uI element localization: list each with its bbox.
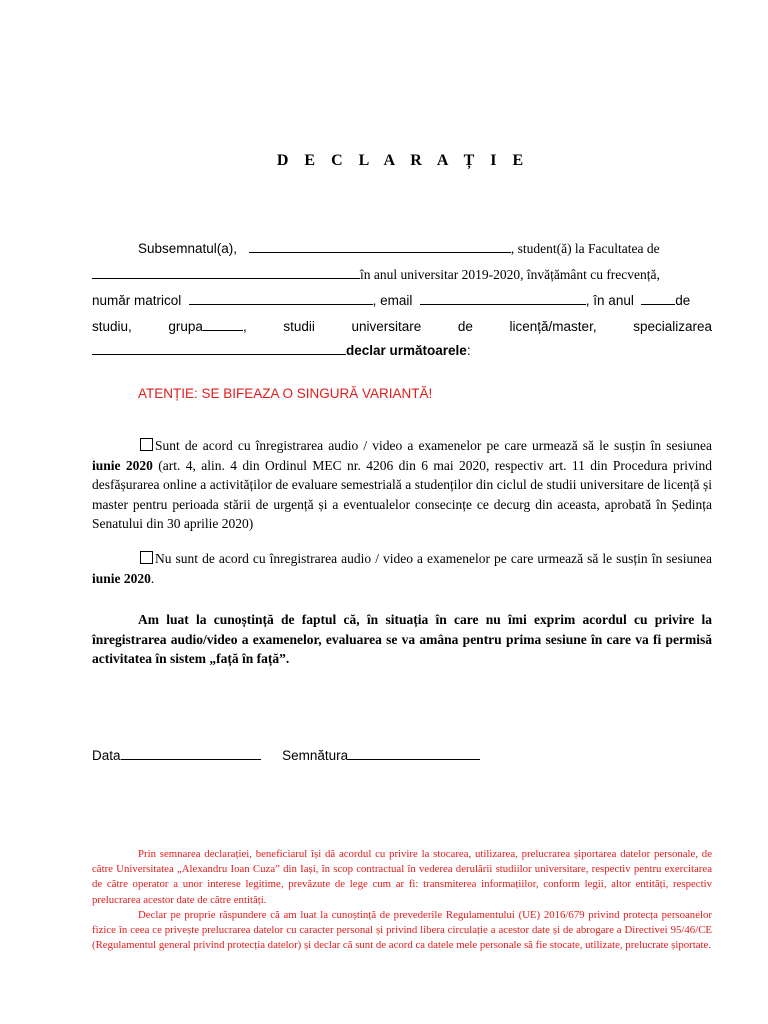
declar-label: declar următoarele [346, 343, 467, 358]
intro-line-5 [92, 342, 712, 362]
option-disagree [92, 549, 712, 588]
gdpr-notice [92, 847, 712, 953]
gdpr-paragraph-1: Prin semnarea declarației, beneficiarul își dă acordul cu privire la stocarea, utilizarea, prelucrarea șiportarea datelor personale, de către Universitatea „Alexandru Ioan Cuza” din Iași, în scop contractual în vederea derulării studiilor universitare, respectiv pentru exercitarea de către operator a unor interese legitime, prevăzute de lege cum ar fi: transmiterea informațiilor, conform legii, altor entități, respectiv prelucrarea acestor date de către entități. [92, 848, 712, 906]
agree-checkbox[interactable] [140, 438, 153, 451]
student-label: , student(ă) la Facultatea de [510, 241, 660, 256]
intro-line-2 [92, 266, 712, 286]
studiu-label: studiu, [92, 319, 132, 334]
email-label: , email [372, 293, 413, 308]
matricol-label: număr matricol [92, 293, 182, 308]
date-blank[interactable] [121, 746, 261, 760]
de-label: de [675, 293, 691, 308]
de2-label: de [457, 319, 473, 334]
year-of-study-label: , în anul [585, 293, 634, 308]
comma-text: , [242, 319, 247, 334]
agree-text-a: Sunt de acord cu înregistrarea audio / video a examenelor pe care urmează să le susțin în sesiunea [155, 438, 712, 453]
disagree-session: iunie 2020 [92, 570, 151, 586]
signature-row [92, 746, 480, 763]
gdpr-paragraph-2: Declar pe proprie răspundere că am luat la cunoștință de prevederile Regulamentului (UE) 2016/679 privind protecța persoanelor fizice în ceea ce privește prelucrarea datelor cu caracter personal și privind libera circulație a acestor date și de abrogare a Directivei 95/46/CE (Regulamentul general privind protecția datelor) și declar că sunt de acord ca datele mele personale să fie stocate, utilizate, prelucrate șiportate. [92, 908, 712, 952]
specializarea-label: specializarea [633, 319, 712, 334]
disagree-text-a: Nu sunt de acord cu înregistrarea audio / video a examenelor pe care urmează să le susțin în sesiunea [155, 551, 712, 566]
matricol-blank[interactable] [189, 292, 373, 305]
studii-label: studii [283, 319, 315, 334]
intro-line-3 [92, 292, 712, 312]
email-blank[interactable] [420, 292, 586, 305]
subsemnatul-label: Subsemnatul(a), [138, 241, 238, 256]
disagree-text-b: . [150, 570, 155, 586]
group-blank[interactable] [203, 318, 243, 331]
intro-line-4 [92, 318, 712, 338]
year-of-study-blank[interactable] [641, 292, 675, 305]
consequence-note: Am luat la cunoștință de faptul că, în situația în care nu îmi exprim acordul cu privire la înregistrarea audio/video a examenelor, evaluarea se va amâna pentru prima sesiune în care va fi permisă activitatea în sistem „față în față”. [92, 612, 712, 666]
attention-warning: ATENȚIE: SE BIFEAZA O SINGURĂ VARIANTĂ! [138, 386, 433, 401]
universitare-label: universitare [351, 319, 422, 334]
disagree-checkbox[interactable] [140, 551, 153, 564]
colon-text: : [466, 343, 471, 358]
faculty-blank[interactable] [92, 266, 360, 279]
signature-blank[interactable] [348, 746, 480, 760]
date-label: Data [92, 748, 121, 763]
intro-line-1 [92, 240, 712, 260]
agree-text-b: (art. 4, alin. 4 din Ordinul MEC nr. 4206 din 6 mai 2020, respectiv art. 11 din Procedura privind desfășurarea online a activităților de evaluare semestrială a studenților din ciclul de studii universitare de licență și master pentru perioada stării de urgență și a eventualelor consecințe ce decurg din aceasta, aprobată în Ședința Senatului din 30 aprilie 2020) [92, 457, 712, 531]
option-agree [92, 436, 712, 534]
specialization-blank[interactable] [92, 342, 346, 355]
page-title: D E C L A R A Ț I E [276, 152, 530, 169]
name-blank[interactable] [249, 240, 511, 253]
agree-session: iunie 2020 [92, 457, 153, 473]
signature-label: Semnătura [282, 748, 349, 763]
licenta-label: licență/master, [509, 319, 597, 334]
grupa-label: grupa [168, 319, 203, 334]
year-label: în anul universitar 2019-2020, învățământ cu frecvență, [360, 267, 660, 282]
